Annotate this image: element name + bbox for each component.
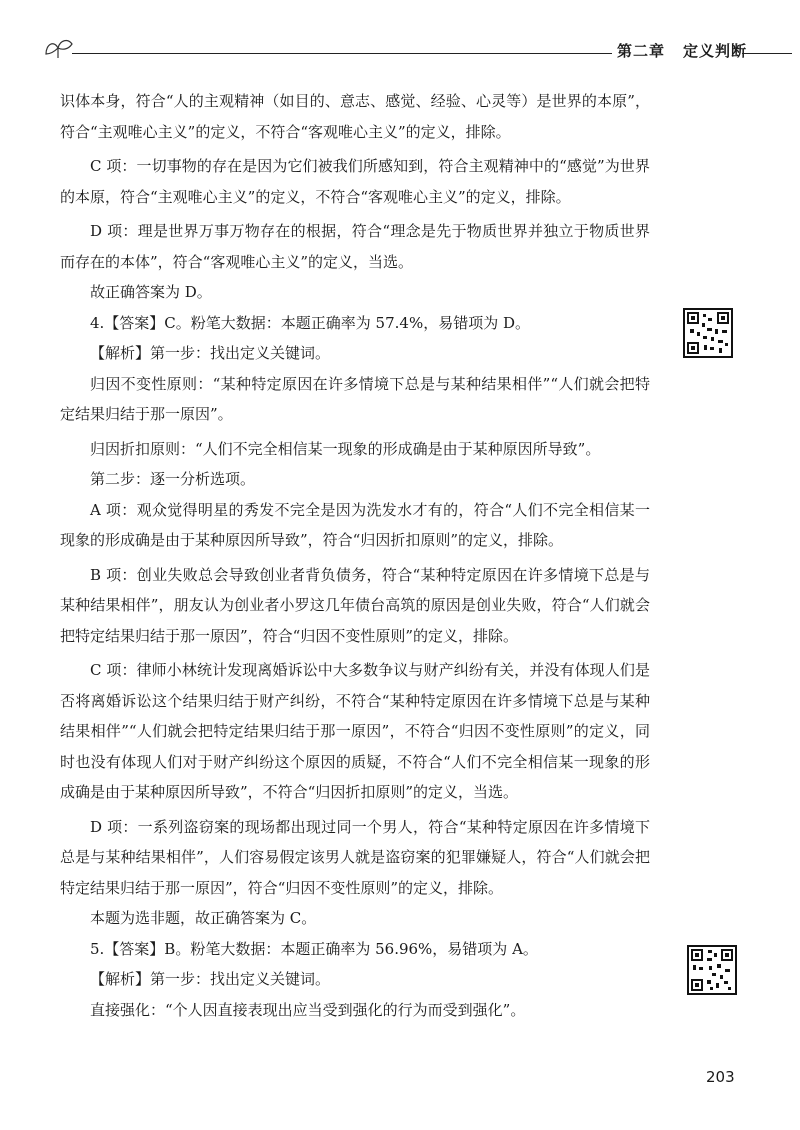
paragraph: B 项：创业失败总会导致创业者背负债务，符合“某种特定原因在许多情境下总是与某种结果相伴”，朋友认为创业者小罗这几年债台高筑的原因是创业失败，符合“人们就会把特定结果归结于那一原因”，符合“归因不变性原则”的定义，排除。 [60,565,650,645]
analysis-line: 【解析】第一步：找出定义关键词。 [90,344,331,362]
paragraph: A 项：观众觉得明星的秀发不完全是因为洗发水才有的，符合“人们不完全相信某一现象的形成确是由于某种原因所导致”，符合“归因折扣原则”的定义，排除。 [60,500,650,549]
page-body [60,86,650,1025]
page-header [42,34,760,64]
paragraph: C 项：一切事物的存在是因为它们被我们所感知到，符合主观精神中的“感觉”为世界的本原，符合“主观唯心主义”的定义，不符合“客观唯心主义”的定义，排除。 [60,157,650,206]
paragraph: 归因不变性原则：“某种特定原因在许多情境下总是与某种结果相伴”“人们就会把特定结果归结于那一原因”。 [60,374,650,423]
qr-code-icon[interactable] [687,945,737,995]
header-title [617,40,765,61]
chapter-label: 第二章 [617,42,666,60]
qr-code-icon[interactable] [683,308,733,358]
page-number: 203 [706,1068,735,1086]
answer-line: 4.【答案】C。粉笔大数据：本题正确率为 57.4%，易错项为 D。 [90,313,531,332]
paragraph: D 项：理是世界万事万物存在的根据，符合“理念是先于物质世界并独立于物质世界而存在的本体”，符合“客观唯心主义”的定义，当选。 [60,222,650,271]
paragraph: 第二步：逐一分析选项。 [90,470,256,488]
header-rule-right [742,53,792,54]
paragraph: 故正确答案为 D。 [90,283,212,301]
header-rule-left [72,53,612,54]
paragraph: 归因折扣原则：“人们不完全相信某一现象的形成确是由于某种原因所导致”。 [90,439,601,458]
analysis-line: 【解析】第一步：找出定义关键词。 [90,970,331,988]
section-label: 定义判断 [683,42,748,60]
paragraph: 识体本身，符合“人的主观精神（如目的、意志、感觉、经验、心灵等）是世界的本原”，符合“主观唯心主义”的定义，不符合“客观唯心主义”的定义，排除。 [60,92,650,141]
paragraph: C 项：律师小林统计发现离婚诉讼中大多数争议与财产纠纷有关，并没有体现人们是否将离婚诉讼这个结果归结于财产纠纷，不符合“某种特定原因在许多情境下总是与某种结果相伴”“人们就会把特定结果归结于那一原因”，不符合“归因不变性原则”的定义，同时也没有体现人们对于财产纠纷这个原因的质疑，不符合“人们不完全相信某一现象的形成确是由于某种原因所导致”，不符合“归因折扣原则”的定义，当选。 [60,661,650,801]
paragraph: D 项：一系列盗窃案的现场都出现过同一个男人，符合“某种特定原因在许多情境下总是与某种结果相伴”，人们容易假定该男人就是盗窃案的犯罪嫌疑人，符合“人们就会把特定结果归结于那一原因”，符合“归因不变性原则”的定义，排除。 [60,817,650,897]
paragraph: 直接强化：“个人因直接表现出应当受到强化的行为而受到强化”。 [90,1000,526,1019]
leaf-icon [42,36,76,60]
paragraph: 本题为选非题，故正确答案为 C。 [90,909,317,927]
answer-line: 5.【答案】B。粉笔大数据：本题正确率为 56.96%，易错项为 A。 [90,939,538,958]
